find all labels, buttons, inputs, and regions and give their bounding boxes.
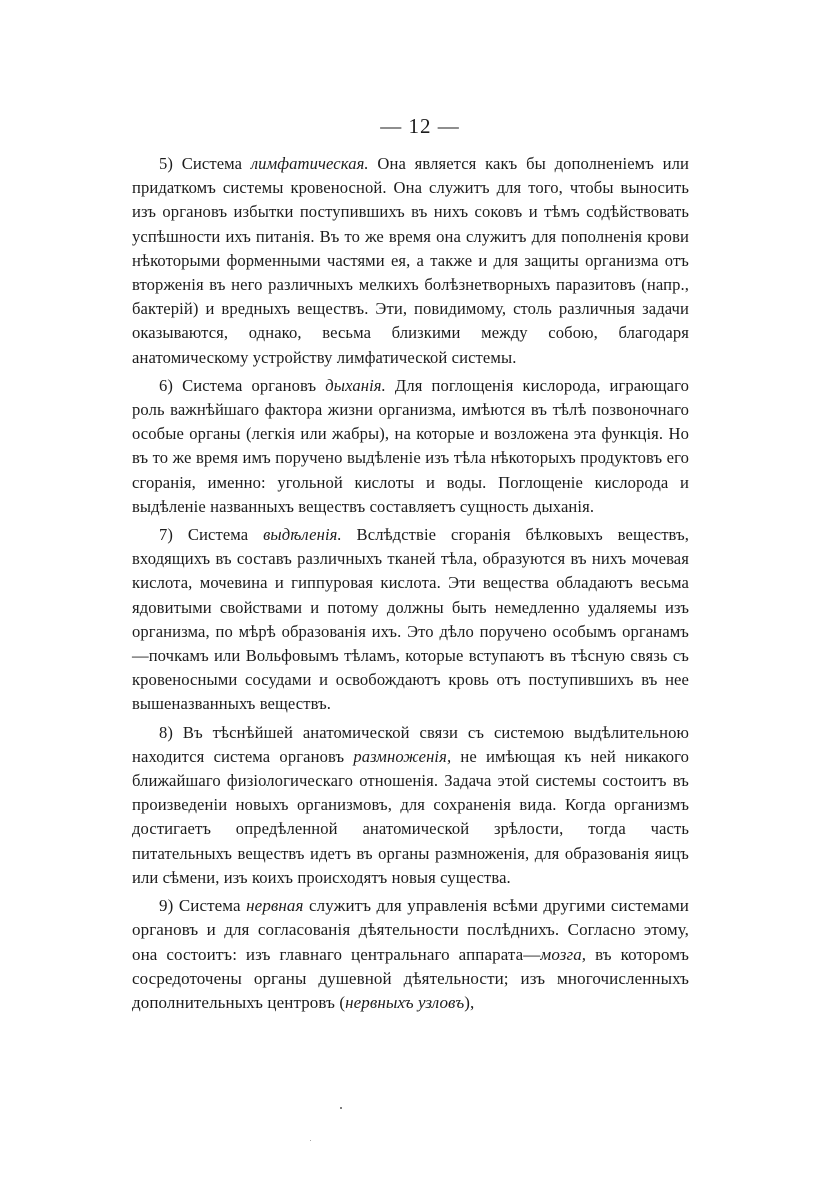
paragraph-lead: 8) Въ тѣснѣйшей анатомической связи съ системою выдѣлительною находится система органовъ [132, 722, 689, 766]
italic-term: выдѣленія. [263, 525, 342, 545]
paragraph-body-end: ), [464, 992, 475, 1012]
italic-term: нервная [246, 896, 304, 916]
paragraph-lead: 6) Система органовъ [159, 375, 326, 395]
italic-term: размноженія, [353, 746, 452, 766]
italic-term: дыханія. [325, 375, 386, 395]
paragraph-lead: 7) Система [159, 525, 264, 545]
italic-term-nerve-ganglia: нервныхъ узловъ [345, 992, 465, 1012]
paragraph-body: служитъ для управленія всѣми другими системами органовъ и для согласованія дѣятельности послѣднихъ. Согласно этому, она состоитъ: изъ главнаго центральнаго аппарата— [132, 896, 689, 964]
paragraph-body: не имѣющая къ ней никакого ближайшаго физіологическаго отношенія. Задача этой системы состоитъ въ произведеніи новыхъ организмовъ, для сохраненія вида. Когда организмъ достигаетъ опредѣленной анатомической зрѣлости, тогда часть питательныхъ веществъ идетъ въ органы размноженія, для образованія яицъ или сѣмени, изъ коихъ происходятъ новыя существа. [132, 746, 689, 887]
paragraph-lead: 9) Система [159, 896, 247, 916]
paragraph-respiratory-system [132, 374, 689, 519]
paragraph-body: Она является какъ бы дополненіемъ или придаткомъ системы кровеносной. Она служитъ для того, чтобы выносить изъ органовъ избытки поступившихъ въ нихъ соковъ и тѣмъ содѣйствовать успѣшности ихъ питанія. Въ то же время она служитъ для пополненія крови нѣкоторыми форменными частями ея, а также и для защиты организма отъ вторженія въ него различныхъ мелкихъ болѣзнетворныхъ паразитовъ (напр., бактерій) и вредныхъ веществъ. Эти, повидимому, столь различныя задачи оказываются, однако, весьма близкими между собою, благодаря анатомическому устройству лимфатической системы. [132, 154, 689, 367]
italic-term: лимфатическая. [250, 154, 369, 173]
page-number: — 12 — [380, 114, 460, 138]
paragraph-body: Вслѣдствіе сгоранія бѣлковыхъ веществъ, входящихъ въ составъ различныхъ тканей тѣла, образуются въ нихъ мочевая кислота, мочевина и гиппуровая кислота. Эти вещества обладаютъ весьма ядовитыми свойствами и потому должны быть немедленно удаляемы изъ организма, по мѣрѣ образованія ихъ. Это дѣло поручено особымъ органамъ—почкамъ или Вольфовымъ тѣламъ, которые вступаютъ въ тѣсную связь съ кровеносными сосудами и освобождаютъ кровь отъ поступившихъ въ нее вышеназванныхъ веществъ. [132, 525, 690, 714]
paragraph-nervous-system [132, 894, 689, 1015]
ink-speck [340, 1107, 342, 1109]
body-text [132, 152, 689, 1019]
paragraph-body: Для поглощенія кислорода, играющаго роль важнѣйшаго фактора жизни организма, имѣются въ тѣлѣ позвоночнаго особые органы (легкія или жабры), на которые и возложена эта функція. Но въ то же время имъ поручено выдѣленіе изъ тѣла нѣкоторыхъ продуктовъ его сгоранія, именно: угольной кислоты и воды. Поглощеніе кислорода и выдѣленіе названныхъ веществъ составляетъ сущность дыханія. [132, 375, 689, 516]
paragraph-excretory-system [132, 523, 689, 717]
paragraph-body-continued: въ которомъ сосредоточены органы душевной дѣятельности; изъ многочисленныхъ дополнительныхъ центровъ ( [132, 944, 690, 1012]
paragraph-reproductive-system [132, 721, 689, 890]
italic-term-brain: мозга, [540, 944, 587, 964]
paragraph-lead: 5) Система [159, 154, 251, 173]
paragraph-lymphatic-system [132, 152, 689, 370]
ink-speck [310, 1140, 311, 1141]
